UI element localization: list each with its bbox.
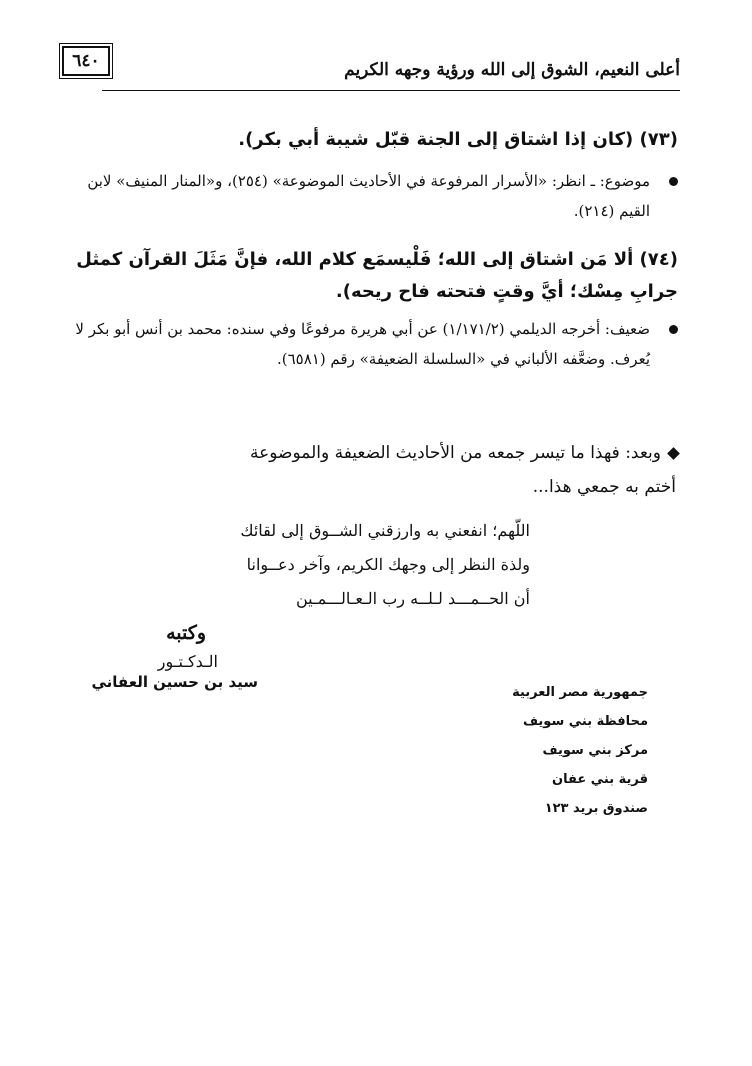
prayer-line-3: أن الحــمـــد لـلــه رب الـعـالـــمـين bbox=[295, 589, 530, 608]
hadith-text: (٧٤) ألا مَن اشتاق إلى الله؛ فَلْيسمَع كلام الله، فإنَّ مَثَلَ القرآن كمثل جرابِ مِسْك؛ أيَّ وقتٍ فتحته فاح ريحه). bbox=[76, 249, 678, 302]
hadith-grading bbox=[62, 166, 678, 226]
address-line: محافظة بني سويف bbox=[522, 714, 648, 729]
hadith-text: (٧٣) (كان إذا اشتاق إلى الجنة قبّل شيبة أبي بكر). bbox=[238, 129, 678, 150]
address-line: جمهورية مصر العربية bbox=[512, 685, 648, 700]
entry-73 bbox=[62, 124, 678, 226]
grading-text: ضعيف: أخرجه الديلمي (١/١٧١/٢) عن أبي هريرة مرفوعًا وفي سنده: محمد بن أنس أبو بكر لا يُعرف. وضعَّفه الألباني في «السلسلة الضعيفة» رقم (٦٥٨١). bbox=[75, 320, 650, 368]
prayer-line-2: ولذة النظر إلى وجهك الكريم، وآخر دعــوانا bbox=[246, 555, 530, 574]
header-rule bbox=[102, 90, 680, 91]
address-block bbox=[488, 678, 648, 823]
address-line: صندوق بريد ١٢٣ bbox=[544, 801, 648, 816]
address-line: قرية بني عفان bbox=[552, 772, 648, 787]
closing-line-1: وبعد: فهذا ما تيسر جمعه من الأحاديث الضعيفة والموضوعة bbox=[62, 436, 678, 470]
grading-text: موضوع: ـ انظر: «الأسرار المرفوعة في الأحاديث الموضوعة» (٢٥٤)، و«المنار المنيف» لابن القيم (٢١٤). bbox=[87, 172, 650, 220]
running-header bbox=[62, 36, 680, 96]
bullet-icon bbox=[669, 325, 678, 334]
address-line: مركز بني سويف bbox=[542, 743, 648, 758]
prayer bbox=[170, 514, 530, 616]
page-number: ٦٤٠ bbox=[62, 46, 110, 76]
signature-block bbox=[78, 622, 258, 691]
bullet-icon bbox=[669, 177, 678, 186]
closing-paragraph bbox=[62, 436, 678, 504]
prayer-line-1: اللّهم؛ انفعني به وارزقني الشــوق إلى لقائك bbox=[240, 521, 530, 540]
author-name: سيد بن حسين العفاني bbox=[91, 673, 258, 691]
header-title: أعلى النعيم، الشوق إلى الله ورؤية وجهه الكريم bbox=[344, 60, 680, 80]
signature-wrote: وكتبه bbox=[166, 622, 206, 644]
diamond-icon bbox=[667, 447, 680, 460]
entry-74 bbox=[62, 244, 678, 374]
closing-line-2: أختم به جمعي هذا... bbox=[532, 477, 676, 497]
signature-title: الـدكـتـور bbox=[157, 652, 218, 671]
hadith-grading bbox=[62, 314, 678, 374]
